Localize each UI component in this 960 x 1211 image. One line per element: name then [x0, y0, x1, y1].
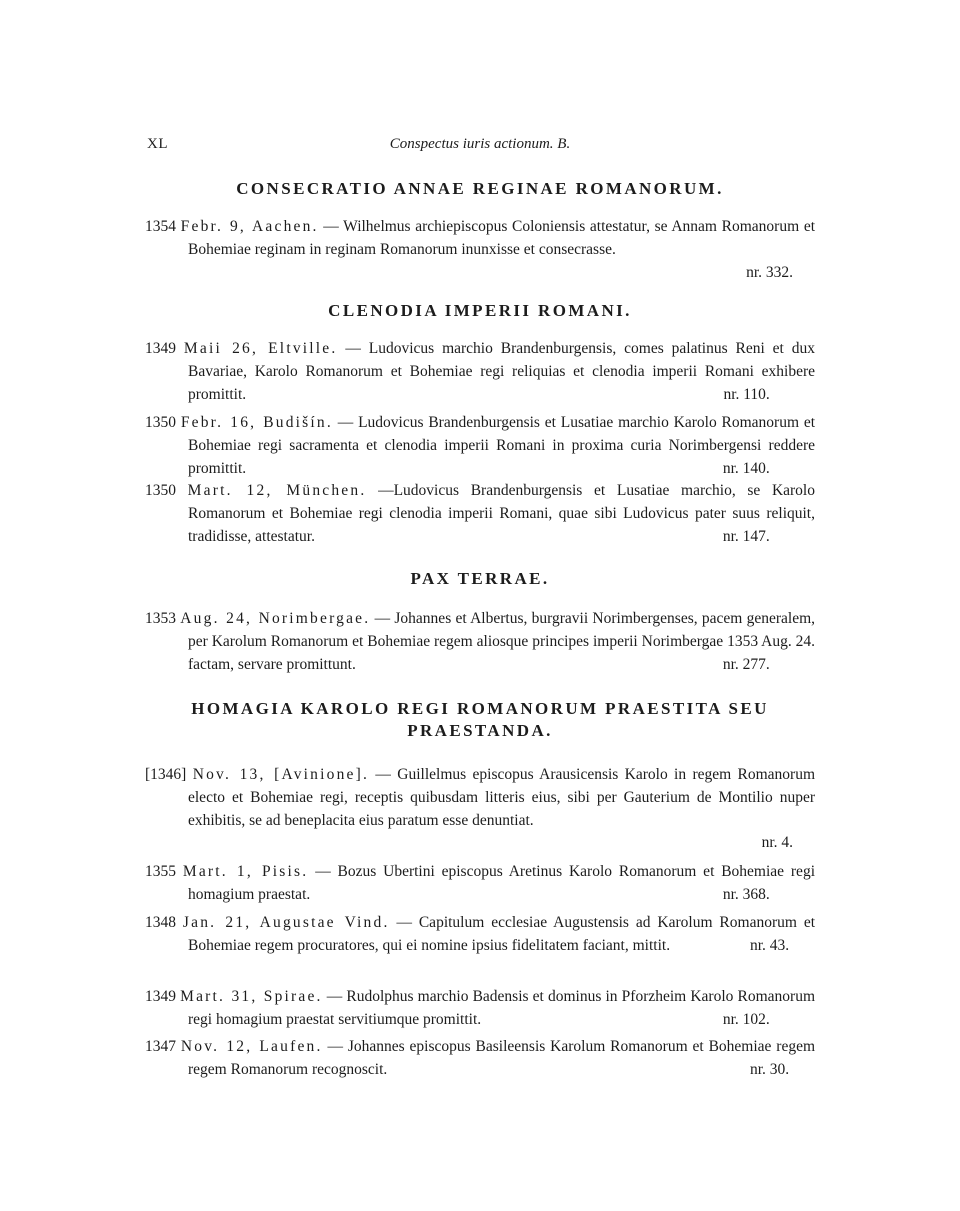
entry: [145, 216, 815, 284]
entry: [145, 764, 815, 855]
entry-date: Febr. 16, Budišín.: [180, 414, 333, 431]
entry-text: — Capitulum ecclesiae Augustensis ad Karolum Romanorum et Bohemiae regem procuratores, qui ei nomine ipsius fidelitatem faciant, mittit.: [188, 914, 816, 954]
entry-number: nr. 147.: [722, 527, 770, 545]
entry-year: 1355: [145, 863, 176, 880]
section-homagia: [0, 698, 960, 742]
entry-date: Mart. 1, Pisis.: [182, 863, 309, 880]
entry-number: nr. 110.: [723, 385, 770, 403]
entry-date: Maii 26, Eltville.: [183, 340, 338, 357]
entry-year: 1353: [145, 610, 176, 627]
entry-date: Mart. 12, München.: [187, 482, 367, 499]
entry-text: — Rudolphus marchio Badensis et dominus in Pforzheim Karolo Romanorum regi homagium praestat servitiumque promittit.: [188, 988, 815, 1028]
entry-year: 1348: [145, 914, 176, 931]
entry-text: — Ludovicus Brandenburgensis et Lusatiae marchio Karolo Romanorum et Bohemiae regi sacramenta et clenodia imperii Romani in proxima curia Norimbergensi reddere promittit.: [188, 414, 816, 477]
entry-number: nr. 43.: [750, 936, 790, 954]
entry-year: 1350: [145, 482, 176, 499]
entry-year: [1346]: [145, 766, 187, 783]
page-folio: XL: [147, 136, 168, 152]
entry: [145, 912, 815, 958]
entry-number: nr. 140.: [722, 459, 770, 477]
entry-year: 1347: [145, 1038, 176, 1055]
entry-text: — Bozus Ubertini episcopus Aretinus Karolo Romanorum et Bohemiae regi homagium praestat.: [188, 863, 815, 903]
entry-number: nr. 368.: [722, 885, 770, 903]
running-title: Conspectus iuris actionum. B.: [389, 136, 571, 152]
entry-text: — Johannes episcopus Basileensis Karolum Romanorum et Bohemiae regem regem Romanorum recognoscit.: [188, 1038, 816, 1078]
entry-date: Febr. 9, Aachen.: [180, 218, 319, 235]
entry-date: Nov. 13, [Avinione].: [192, 766, 370, 783]
section-clenodia: [0, 300, 960, 322]
entry-number: nr. 332.: [746, 263, 793, 281]
entry: [145, 986, 815, 1032]
section-heading: PAX TERRAE.: [410, 569, 550, 588]
entry: [145, 608, 815, 676]
running-head: [145, 136, 815, 158]
entry: [145, 1036, 815, 1082]
entry-date: Jan. 21, Augustae Vind.: [182, 914, 390, 931]
entry-number: nr. 30.: [750, 1060, 790, 1078]
section-heading: CLENODIA IMPERII ROMANI.: [328, 301, 632, 320]
section-heading-line2: PRAESTANDA.: [407, 721, 553, 740]
section-pax-terrae: [0, 568, 960, 590]
entry-year: 1350: [145, 414, 176, 431]
section-heading-line1: HOMAGIA KAROLO REGI ROMANORUM PRAESTITA SEU: [191, 699, 769, 718]
entry-number: nr. 277.: [722, 655, 770, 673]
entry-text: — Ludovicus marchio Brandenburgensis, comes palatinus Reni et dux Bavariae, Karolo Romanorum et Bohemiae regi reliquias et clenodia imperii Romani exhibere promittit.: [188, 340, 816, 403]
entry: [145, 480, 815, 548]
entry-date: Nov. 12, Laufen.: [180, 1038, 323, 1055]
entry-number: nr. 102.: [722, 1010, 770, 1028]
section-heading: CONSECRATIO ANNAE REGINAE ROMANORUM.: [236, 179, 724, 198]
entry-number: nr. 4.: [761, 834, 793, 852]
entry: [145, 861, 815, 907]
entry-text: —Ludovicus Brandenburgensis et Lusatiae marchio, se Karolo Romanorum et Bohemiae regi clenodia imperii Romani, quae sibi Ludovicus pater suus reliquit, tradidisse, attestatur.: [188, 482, 815, 545]
entry-date: Mart. 31, Spirae.: [180, 988, 323, 1005]
entry-year: 1349: [145, 340, 176, 357]
entry-text: — Wilhelmus archiepiscopus Coloniensis attestatur, se Annam Romanorum et Bohemiae reginam in reginam Romanorum inunxisse et consecrasse.: [188, 218, 816, 258]
entry-date: Aug. 24, Norimbergae.: [180, 610, 371, 627]
section-consecratio: [0, 178, 960, 200]
entry-text: — Guillelmus episcopus Arausicensis Karolo in regem Romanorum electo et Bohemiae regi, receptis quibusdam litteris eius, sibi per Gauterium de Montilio nuper exhibitis, se ad beneplacita eius paratum esse denuntiat.: [188, 766, 816, 829]
entry: [145, 412, 815, 480]
entry-text: — Johannes et Albertus, burgravii Norimbergenses, pacem generalem, per Karolum Romanorum et Bohemiae regem aliosque principes imperii Norimbergae 1353 Aug. 24. factam, servare promittunt.: [188, 610, 816, 673]
entry-year: 1349: [145, 988, 176, 1005]
entry-year: 1354: [145, 218, 176, 235]
entry: [145, 338, 815, 406]
